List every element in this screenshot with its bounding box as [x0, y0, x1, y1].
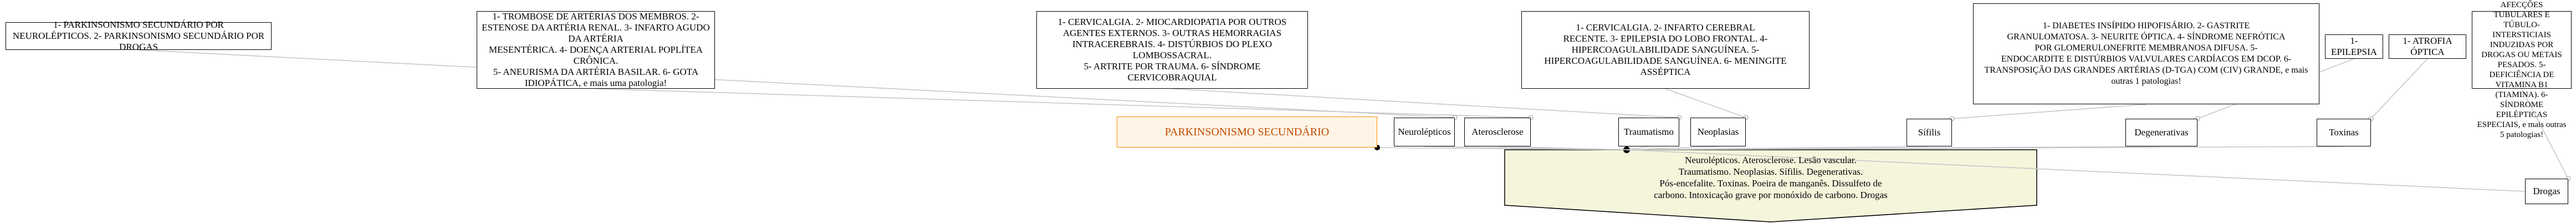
- cause-node-c8[interactable]: Drogas: [2525, 179, 2568, 204]
- note-n5: 1- DIABETES INSÍPIDO HIPOFISÁRIO. 2- GASTRITE GRANULOMATOSA. 3- NEURITE ÓPTICA. 4- SÍNDROME NEFRÓTICA POR GLOMERULONEFRITE MEMBRANOSA DIFUSA. 5- ENDOCARDITE E DISTÚRBIOS VALVULARES CARDÍACOS EM DCOP. 6- TRANSPOSIÇÃO DAS GRANDES ARTÉRIAS (D-TGA) COM (CIV) GRANDE, e mais outras 1 patologias!: [1973, 3, 2319, 104]
- edge-n4-c4: [1665, 89, 1746, 118]
- cause-node-c1[interactable]: Neurolépticos: [1394, 118, 1455, 146]
- result-node-text: Neurolépticos. Aterosclerose. Lesão vascular. Traumatismo. Neoplasias. Sífilis. Degenerativas. Pós-encefalite. Toxinas. Poeira de manganês. Dissulfeto de carbono. Intoxicação grave por monóxido de carbono. Drogas: [1654, 155, 1888, 200]
- center-node[interactable]: PARKINSONISMO SECUNDÁRIO: [1117, 116, 1377, 148]
- edge-c7-result: [1627, 146, 2344, 150]
- edge-n7-c7: [2371, 59, 2427, 119]
- note-n4: 1- CERVICALGIA. 2- INFARTO CEREBRAL RECENTE. 3- EPILEPSIA DO LOBO FRONTAL. 4- HIPERCOAGULABILIDADE SANGUÍNEA. 5- HIPERCOAGULABILIDADE SANGUÍNEA. 6- MENINGITE ASSÉPTICA: [1521, 11, 1810, 89]
- cause-node-c7[interactable]: Toxinas: [2317, 119, 2371, 146]
- note-n1: 1- PARKINSONISMO SECUNDÁRIO POR NEUROLÉPTICOS. 2- PARKINSONISMO SECUNDÁRIO POR DROGAS: [6, 22, 272, 50]
- note-n6: 1- EPILEPSIA: [2325, 34, 2383, 59]
- cause-node-c2[interactable]: Aterosclerose: [1464, 118, 1531, 146]
- edge-n3-c3: [1172, 89, 1679, 118]
- cause-node-c4[interactable]: Neoplasias: [1690, 118, 1746, 146]
- cause-node-c5[interactable]: Sífilis: [1907, 119, 1952, 146]
- edge-n2-c2: [596, 89, 1531, 118]
- cause-node-c6[interactable]: Degenerativas: [2125, 119, 2197, 146]
- note-n7: 1- ATROFIA ÓPTICA: [2389, 34, 2466, 59]
- note-n8: AFECÇÕES TUBULARES E TÚBULO-INTERSTICIAIS INDUZIDAS POR DROGAS OU METAIS PESADOS. 5- DEFICIÊNCIA DE VITAMINA B1 (TIAMINA). 6- SÍNDROME EPILÉPTICAS ESPECIAIS, e mais outras 5 patologias!: [2472, 11, 2572, 89]
- cause-node-c3[interactable]: Traumatismo: [1618, 118, 1679, 146]
- edge-n5-c5: [1952, 104, 2146, 119]
- note-n2: 1- TROMBOSE DE ARTÉRIAS DOS MEMBROS. 2- ESTENOSE DA ARTÉRIA RENAL. 3- INFARTO AGUDO DA ARTÉRIA MESENTÉRICA. 4- DOENÇA ARTERIAL POPLÍTEA CRÔNICA. 5- ANEURISMA DA ARTÉRIA BASILAR. 6- GOTA IDIOPÁTICA, e mais uma patologia!: [477, 11, 715, 89]
- note-n3: 1- CERVICALGIA. 2- MIOCARDIOPATIA POR OUTROS AGENTES EXTERNOS. 3- OUTRAS HEMORRAGIAS INTRACEREBRAIS. 4- DISTÚRBIOS DO PLEXO LOMBOSSACRAL. 5- ARTRITE POR TRAUMA. 6- SÍNDROME CERVICOBRAQUIAL: [1036, 11, 1308, 89]
